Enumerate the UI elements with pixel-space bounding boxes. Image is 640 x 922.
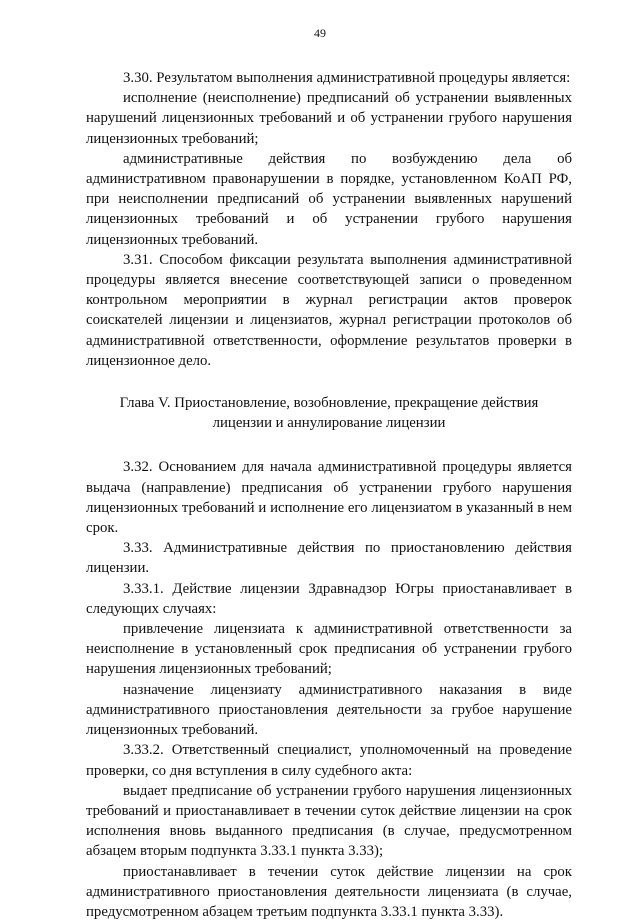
document-body (86, 68, 572, 922)
chapter-heading-line-2: лицензии и аннулирование лицензии (212, 415, 446, 432)
chapter-heading-line-1: Глава V. Приостановление, возобновление, прекращение действия (119, 395, 539, 412)
paragraph-suspension-case-2: назначение лицензиату административного наказания в виде административного приостановления деятельности за грубое нарушение лицензионных требований. (86, 681, 572, 739)
paragraph-3-30: 3.30. Результатом выполнения административной процедуры является: (123, 70, 571, 86)
page-number: 49 (314, 26, 326, 40)
paragraph-suspension-case-1: привлечение лицензиата к административной ответственности за неисполнение в установленный срок предписания об устранении грубого нарушения лицензионных требований; (86, 621, 572, 678)
chapter-heading (86, 393, 572, 433)
paragraph-3-33: 3.33. Административные действия по приостановлению действия лицензии. (86, 540, 572, 577)
paragraph-result-item-2: административные действия по возбуждению дела об административном правонарушении в порядке, установленном КоАП РФ, при неисполнении предписаний об устранении выявленных нарушений лицензионных требований и об устранении грубого нарушения лицензионных требований. (86, 150, 572, 248)
paragraph-specialist-action-2: приостанавливает в течении суток действие лицензии на срок административного приостановления деятельности лицензиата (в случае, предусмотренном абзацем третьим подпункта 3.33.1 пункта 3.33). (86, 863, 572, 920)
paragraph-3-33-1: 3.33.1. Действие лицензии Здравнадзор Югры приостанавливает в следующих случаях: (86, 580, 572, 617)
paragraph-result-item-1: исполнение (неисполнение) предписаний об устранении выявленных нарушений лицензионных требований и об устранении грубого нарушения лицензионных требований; (86, 90, 572, 147)
paragraph-3-31: 3.31. Способом фиксации результата выполнения административной процедуры является внесение соответствующей записи о проведенном контрольном мероприятии в журнал регистрации актов проверок соискателей лицензии и лицензиатов, журнал регистрации протоколов об административной ответственности, оформление результатов проверки в лицензионное дело. (86, 251, 572, 369)
paragraph-3-33-2: 3.33.2. Ответственный специалист, уполномоченный на проведение проверки, со дня вступления в силу судебного акта: (86, 742, 572, 779)
paragraph-3-32: 3.32. Основанием для начала административной процедуры является выдача (направление) предписания об устранении грубого нарушения лицензионных требований и исполнение его лицензиатом в указанный в нем срок. (86, 459, 572, 537)
paragraph-specialist-action-1: выдает предписание об устранении грубого нарушения лицензионных требований и приостанавливает в течении суток действие лицензии на срок исполнения вновь выданного предписания (в случае, предусмотренном абзацем вторым подпункта 3.33.1 пункта 3.33); (86, 782, 572, 860)
